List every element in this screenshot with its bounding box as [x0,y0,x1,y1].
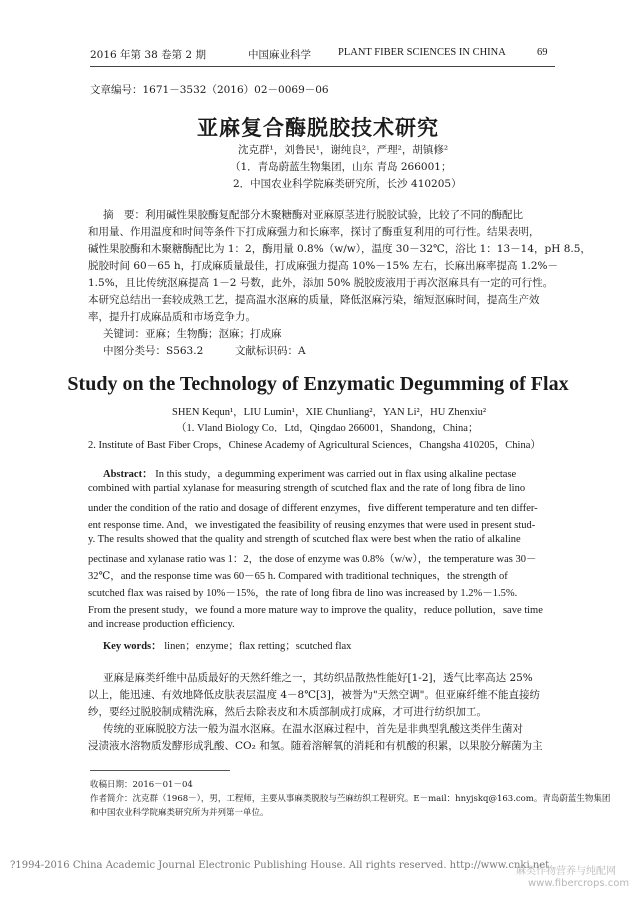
abstract-en-line: ent response time. And，we investigated the feasibility of reusing enzymes that were used in present stud- [88,520,536,531]
clc-number: 中图分类号：S563.2 [103,345,204,357]
body-line: 浸渍液水溶物质发酵形成乳酸、CO₂ 和氢。随着溶解氧的消耗和有机酸的积累，以果胶分解菌为主 [88,740,543,752]
issue-info: 2016 年第 38 卷第 2 期 [90,49,206,61]
body-line: 纱，要经过脱胶制成精洗麻，然后去除表皮和木质部制成打成麻，才可进行纺织加工。 [88,706,487,718]
abstract-zh-line: 本研究总结出一套较成熟工艺，提高温水沤麻的质量，降低沤麻污染，缩短沤麻时间，提高生产效 [88,294,540,306]
document-code: 文献标识码：A [235,345,306,357]
abstract-en-line: scutched flax was raised by 10%－15%，the rate of long fibra de lino was increased by 1.2%－1.5%. [88,588,518,599]
abstract-zh-label: 摘 要： [103,209,145,221]
keywords-en: Key words： linen；enzyme；flax retting；scutched flax [103,641,352,652]
affiliation-en-1: （1. Vland Biology Co．Ltd，Qingdao 266001，Shandong，China； [176,423,479,434]
title-zh: 亚麻复合酶脱胶技术研究 [197,115,439,140]
journal-name-en: PLANT FIBER SCIENCES IN CHINA [338,47,506,58]
affiliation-en-2: 2. Institute of Bast Fiber Crops，Chinese Academy of Agricultural Sciences，Changsha 410205，China） [88,440,541,451]
header-rule [90,66,555,67]
abstract-zh-line: 碱性果胶酶和木聚糖酶配比为 1：2，酶用量 0.8%（w/w），温度 30－32℃，浴比 1：13－14，pH 8.5， [88,243,591,255]
article-number: 文章编号：1671－3532（2016）02－0069－06 [90,84,329,96]
abstract-en-line: and increase production efficiency. [88,619,235,630]
body-line: 以上，能迅速、有效地降低皮肤表层温度 4－8℃[3]，被誉为"天然空调"。但亚麻纤维不能直接纺 [88,689,540,701]
authors-en: SHEN Kequn¹，LIU Lumin¹，XIE Chunliang²，YAN Li²，HU Zhenxiu² [172,407,487,418]
abstract-zh-line: 和用量、作用温度和时间等条件下打成麻强力和长麻率，探讨了酶重复利用的可行性。结果表明， [88,226,540,238]
abstract-zh-line: 脱胶时间 60－65 h，打成麻质量最佳，打成麻强力提高 10%－15% 左右，长麻出麻率提高 1.2%－ [88,260,559,272]
keywords-zh: 关键词：亚麻；生物酶；沤麻；打成麻 [103,328,282,340]
keywords-en-label: Key words： [103,641,162,652]
abstract-en-line: pectinase and xylanase ratio was 1：2，the dose of enzyme was 0.8%（w/w），the temperature was 30－ [88,554,537,565]
abstract-en-line: Abstract： In this study，a degumming experiment was carried out in flax using alkaline pectase [103,469,517,480]
abstract-zh-line: 率，提升打成麻品质和市场竞争力。 [88,311,256,323]
authors-zh: 沈克群¹，刘鲁民¹，谢纯良²，严理²，胡镇修² [238,144,449,156]
abstract-en-line: combined with partial xylanase for measuring strength of scutched flax and the rate of long fibra de lino [88,483,526,494]
abstract-en-line: y. The results showed that the quality and strength of scutched flax were best when the ratio of alkaline [88,534,521,545]
affiliation-zh-2: 2．中国农业科学院麻类研究所，长沙 410205） [233,178,462,190]
abstract-en-line: 32℃，and the response time was 60－65 h. Compared with traditional techniques，the strength of [88,571,508,582]
journal-name-zh: 中国麻业科学 [248,49,311,61]
author-bio-cont: 和中国农业科学院麻类研究所为并列第一单位。 [90,808,269,818]
title-en: Study on the Technology of Enzymatic Degumming of Flax [67,373,569,395]
abstract-en-line: under the condition of the ratio and dosage of different enzymes，five different temperature and ten differ- [88,503,538,514]
abstract-en-line: From the present study，we found a more mature way to improve the quality，reduce pollution，save time [88,605,543,616]
watermark-zh: 麻类作物营养与纯配网 [516,866,616,877]
copyright-footer: ?1994-2016 China Academic Journal Electronic Publishing House. All rights reserved. http://www.cnki.net [10,860,550,871]
body-line: 亚麻是麻类纤维中品质最好的天然纤维之一，其纺织品散热性能好[1-2]，透气比率高达 25% [103,672,533,684]
body-line: 传统的亚麻脱胶方法一般为温水沤麻。在温水沤麻过程中，首先是非典型乳酸这类伴生菌对 [103,723,523,735]
author-bio: 作者简介：沈克群（1968－），男，工程师，主要从事麻类脱胶与苎麻纺织工程研究。E－mail：hnyjskq@163.com。青岛蔚蓝生物集团 [90,794,611,804]
footnote-rule [90,770,230,771]
affiliation-zh-1: （1．青岛蔚蓝生物集团，山东 青岛 266001； [230,161,452,173]
watermark-url: www.fibercrops.com [528,878,630,889]
received-date: 收稿日期：2016－01－04 [90,780,193,790]
abstract-zh-line: 1.5%，且比传统沤麻提高 1－2 号数，此外，添加 50% 脱胶废液用于再次沤麻具有一定的可行性。 [88,277,554,289]
abstract-zh-line: 摘 要：利用碱性果胶酶复配部分木聚糖酶对亚麻原茎进行脱胶试验，比较了不同的酶配比 [103,209,523,221]
page-number: 69 [537,47,548,58]
abstract-en-label: Abstract： [103,469,153,480]
